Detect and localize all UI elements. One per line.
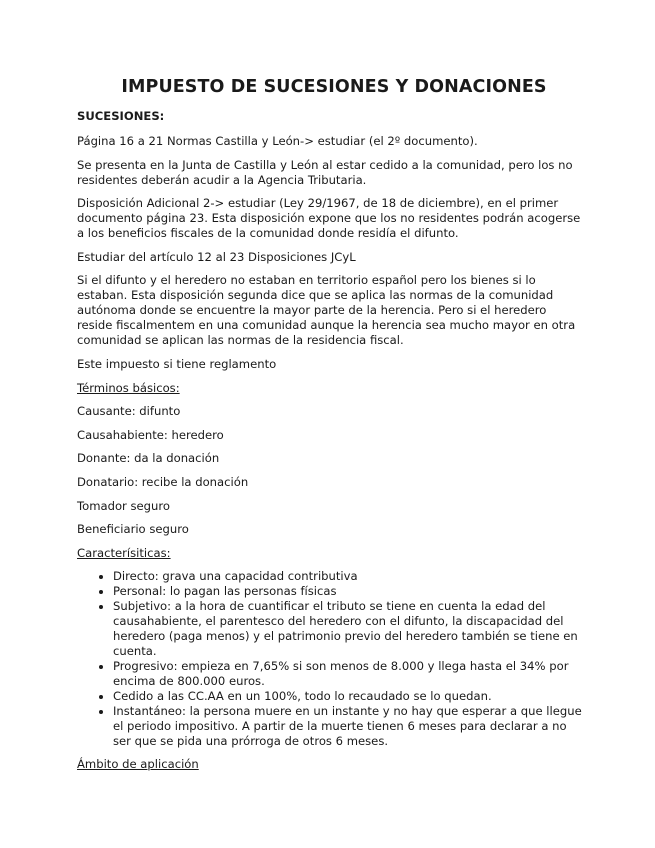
paragraph: Estudiar del artículo 12 al 23 Disposiciones JCyL: [77, 249, 356, 264]
term-item: Donante: da la donación: [77, 451, 220, 466]
section-heading-sucesiones: SUCESIONES:: [77, 109, 165, 123]
term-item: Tomador seguro: [77, 498, 170, 513]
characteristic-item: • Subjetivo: a la hora de cuantificar el tributo se tiene en cuenta la edad del causahabiente, el parentesco del heredero con el difunto, la discapacidad del heredero (paga menos) y el patrimonio previo del heredero también se tiene en cuenta.: [113, 599, 585, 659]
characteristic-item: • Progresivo: empieza en 7,65% si son menos de 8.000 y llega hasta el 34% por encima de 800.000 euros.: [113, 659, 585, 689]
scope-heading: Ámbito de aplicación: [77, 757, 199, 772]
paragraph: Se presenta en la Junta de Castilla y León al estar cedido a la comunidad, pero los no residentes deberán acudir a la Agencia Tributaria.: [77, 157, 573, 187]
characteristic-item: • Personal: lo pagan las personas físicas: [113, 584, 585, 599]
characteristic-item: • Directo: grava una capacidad contributiva: [113, 569, 585, 584]
paragraph: Si el difunto y el heredero no estaban en territorio español pero los bienes si lo estaban. Esta disposición segunda dice que se aplica las normas de la comunidad autónoma donde se encuentre la mayor parte de la herencia. Pero si el heredero reside fiscalmentem en una comunidad aunque la herencia sea mucho mayor en otra comunidad se aplican las normas de la residencia fiscal.: [77, 273, 576, 348]
document-title: IMPUESTO DE SUCESIONES Y DONACIONES: [121, 77, 547, 97]
paragraph: Página 16 a 21 Normas Castilla y León-> estudiar (el 2º documento).: [77, 134, 478, 148]
term-item: Causante: difunto: [77, 404, 181, 419]
paragraph: Disposición Adicional 2-> estudiar (Ley 29/1967, de 18 de diciembre), en el primer documento página 23. Esta disposición expone que los no residentes podrán acogerse a los beneficios fiscales de la comunidad donde residía el difunto.: [77, 196, 581, 241]
terms-heading: Términos básicos:: [77, 380, 180, 395]
characteristics-list: [77, 569, 585, 749]
term-item: Donatario: recibe la donación: [77, 474, 249, 489]
characteristic-item: • Instantáneo: la persona muere en un instante y no hay que esperar a que llegue el periodo impositivo. A partir de la muerte tienen 6 meses para declarar a no ser que se pida una prórroga de otros 6 meses.: [113, 704, 585, 749]
characteristics-heading: Caracterísiticas:: [77, 545, 171, 560]
characteristic-item: • Cedido a las CC.AA en un 100%, todo lo recaudado se lo quedan.: [113, 689, 585, 704]
paragraph: Este impuesto si tiene reglamento: [77, 356, 277, 371]
term-item: Causahabiente: heredero: [77, 427, 224, 442]
term-item: Beneficiario seguro: [77, 522, 189, 537]
